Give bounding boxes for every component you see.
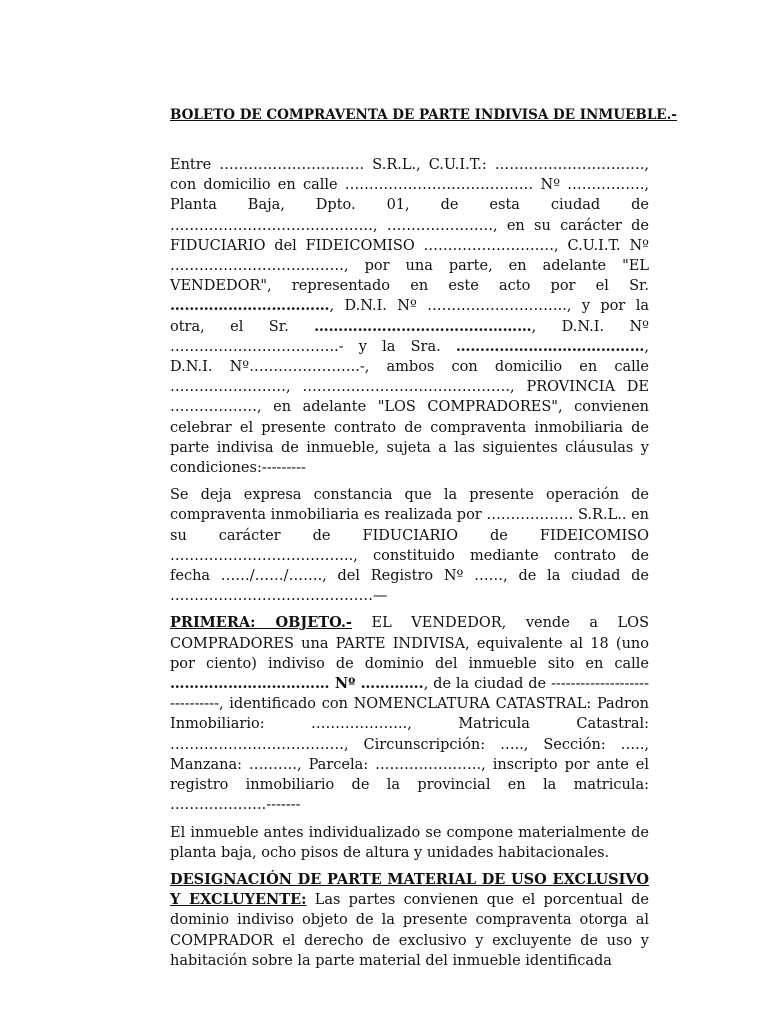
paragraph-text: Las partes convienen que el porcentual de dominio indiviso objeto de la presente compraventa otorga al COMPRADOR el derecho de exclusivo y excluyente de uso y habitación sobre la parte material del inmueble identificada <box>170 892 649 969</box>
paragraph-text: El inmueble antes individualizado se compone materialmente de planta baja, ocho pisos de altura y unidades habitacionales. <box>170 824 649 861</box>
paragraph-text: , de la ciudad de ------------------------------, identificado con NOMENCLATURA CATASTRAL: Padron Inmobiliario: ……………….., Matricula Catastral: ………………………………, Circunscripción: ….., Sección: ….., Manzana: ………., Parcela: …………………., inscripto por ante el registro inmobiliario de la provincial en la matricula: ………………..------- <box>170 676 649 814</box>
bold-text: ………………………………… <box>455 337 645 355</box>
paragraph-text: Se deja expresa constancia que la presente operación de compraventa inmobiliaria es realizada por ……………… S.R.L.. en su carácter de FIDUCIARIO de FIDEICOMISO ……………………………….., constituido mediante contrato de fecha ……/……/……., del Registro Nº ……, de la ciudad de ……………………………………— <box>170 487 649 605</box>
paragraph-text: EL VENDEDOR, vende a LOS COMPRADORES una PARTE INDIVISA, equivalente al 18 (uno por ciento) indiviso de dominio del inmueble sito en calle <box>170 615 649 672</box>
paragraph-text: , D.N.I. Nº ……………………….., y por la otra, el Sr. <box>170 298 649 335</box>
bold-text: …………………………… <box>170 297 330 315</box>
paragraph-4 <box>170 823 649 863</box>
document-body <box>170 155 649 978</box>
paragraph-text: , D.N.I. Nº…………………..-, ambos con domicilio en calle ……………………, ……………………………………., PROVINCIA DE ………………, en adelante "LOS COMPRADORES", convienen celebrar el presente contrato de compraventa inmobiliaria de parte indivisa de inmueble, sujeta a las siguientes cláusulas y condiciones:--------- <box>170 338 649 477</box>
bold-text: …………………………… Nº …………. <box>170 675 424 693</box>
paragraph-text: , D.N.I. Nº ……………………………..- y la Sra. <box>170 318 649 355</box>
document-title: BOLETO DE COMPRAVENTA DE PARTE INDIVISA DE INMUEBLE.- <box>170 107 677 123</box>
bold-text: ……………………………………… <box>314 317 532 335</box>
bold-text: DESIGNACIÓN DE PARTE MATERIAL DE USO EXCLUSIVO Y EXCLUYENTE: <box>170 870 649 909</box>
bold-text: PRIMERA: OBJETO.- <box>170 614 352 632</box>
paragraph-text: Entre ………………………… S.R.L., C.U.I.T.: …………………………., con domicilio en calle ………………………………… Nº ……………., Planta Baja, Dpto. 01, de esta ciudad de ……………………………………, …………………., en su carácter de FIDUCIARIO del FIDEICOMISO ………………………, C.U.I.T. Nº ………………………………, por una parte, en adelante "EL VENDEDOR", representado en este acto por el Sr. <box>170 157 649 295</box>
paragraph-2 <box>170 485 649 606</box>
paragraph-1 <box>170 155 649 478</box>
paragraph-3 <box>170 613 649 815</box>
paragraph-5 <box>170 870 649 971</box>
